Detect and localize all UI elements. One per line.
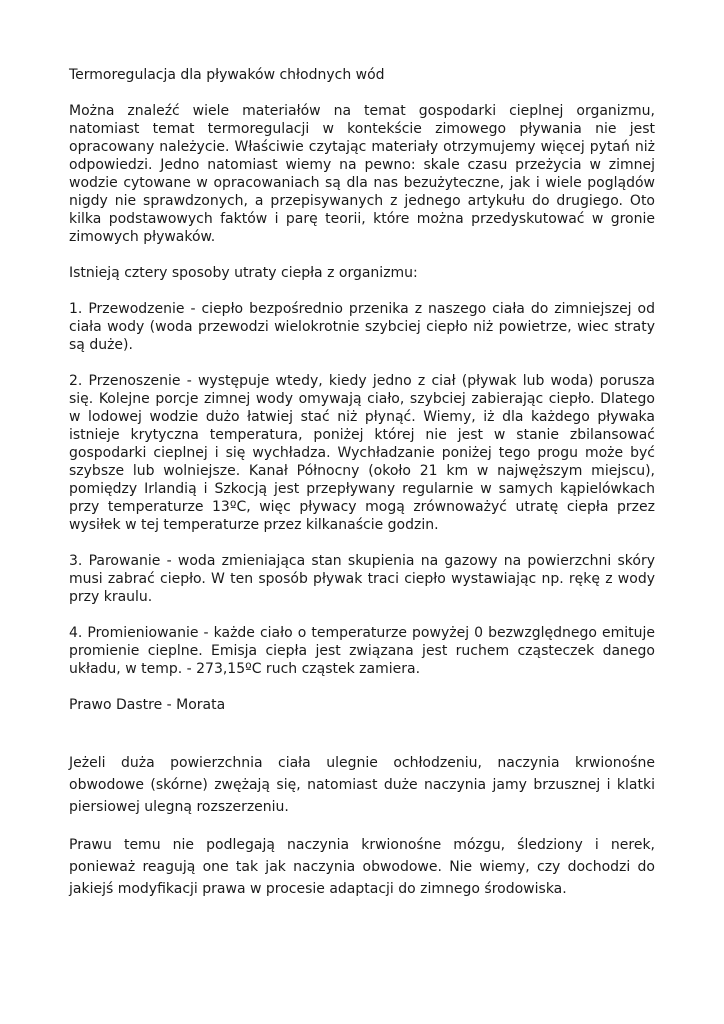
item-convection: 2. Przenoszenie - występuje wtedy, kiedy jedno z ciał (pływak lub woda) porusza się. Kolejne porcje zimnej wody omywają ciało, szybciej zabierając ciepło. Dlatego w lodowej wodzie dużo łatwiej stać niż płynąć. Wiemy, iż dla każdego pływaka istnieje krytyczna temperatura, poniżej której nie jest w stanie zbilansować gospodarki cieplnej i się wychładza. Wychładzanie poniżej tego progu może być szybsze lub wolniejsze. Kanał Północny (około 21 km w najwęższym miejscu), pomiędzy Irlandią i Szkocją jest przepływany regularnie w samych kąpielówkach przy temperaturze 13ºC, więc pływacy mogą zrównoważyć utratę ciepła przez wysiłek w tej temperaturze przez kilkanaście godzin. bbox=[69, 373, 655, 533]
item-evaporation: 3. Parowanie - woda zmieniająca stan skupienia na gazowy na powierzchni skóry musi zabrać ciepło. W ten sposób pływak traci ciepło wystawiając np. rękę z wody przy kraulu. bbox=[69, 553, 655, 605]
intro-paragraph: Można znaleźć wiele materiałów na temat gospodarki cieplnej organizmu, natomiast temat termoregulacji w kontekście zimowego pływania nie jest opracowany należycie. Właściwie czytając materiały otrzymujemy więcej pytań niż odpowiedzi. Jedno natomiast wiemy na pewno: skale czasu przeżycia w zimnej wodzie cytowane w opracowaniach są dla nas bezużyteczne, jak i wiele poglądów nigdy nie sprawdzonych, a przepisywanych z jednego artykułu do drugiego. Oto kilka podstawowych faktów i parę teorii, które można przedyskutować w gronie zimowych pływaków. bbox=[69, 103, 655, 245]
item-radiation: 4. Promieniowanie - każde ciało o temperaturze powyżej 0 bezwzględnego emituje promienie cieplne. Emisja ciepła jest związana jest ruchem cząsteczek danego układu, w temp. - 273,15ºC ruch cząstek zamiera. bbox=[69, 625, 655, 677]
item-conduction: 1. Przewodzenie - ciepło bezpośrednio przenika z naszego ciała do zimniejszej od ciała wody (woda przewodzi wielokrotnie szybciej ciepło niż powietrze, wiec straty są duże). bbox=[69, 301, 655, 353]
law-heading: Prawo Dastre - Morata bbox=[69, 697, 226, 713]
document-title: Termoregulacja dla pływaków chłodnych wód bbox=[69, 67, 385, 83]
ways-heading: Istnieją cztery sposoby utraty ciepła z organizmu: bbox=[69, 265, 418, 281]
law-paragraph-1: Jeżeli duża powierzchnia ciała ulegnie ochłodzeniu, naczynia krwionośne obwodowe (skórne) zwężają się, natomiast duże naczynia jamy brzusznej i klatki piersiowej ulegną rozszerzeniu. bbox=[69, 755, 655, 815]
law-paragraph-2: Prawu temu nie podlegają naczynia krwionośne mózgu, śledziony i nerek, ponieważ reagują one tak jak naczynia obwodowe. Nie wiemy, czy dochodzi do jakiejś modyfikacji prawa w procesie adaptacji do zimnego środowiska. bbox=[69, 837, 655, 897]
document-page bbox=[69, 66, 655, 900]
